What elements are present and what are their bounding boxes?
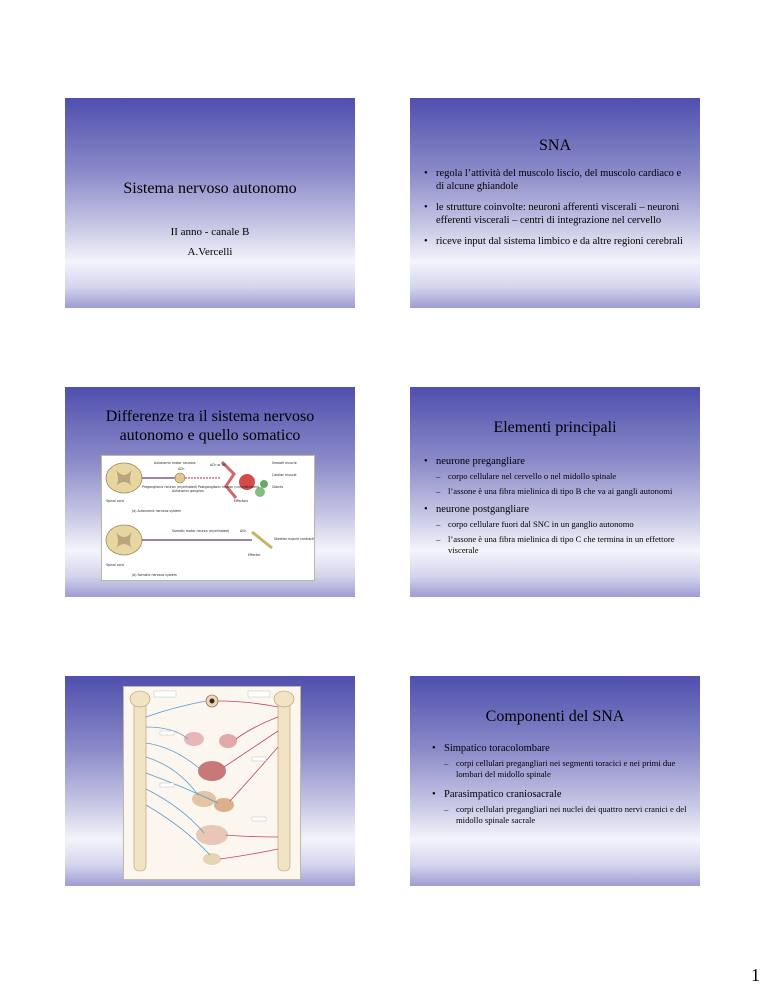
bullet-item [432,742,688,780]
course-line: II anno - canale B [170,226,250,238]
slide-heading: Componenti del SNA [485,708,625,725]
ans-diagram-image [102,456,314,580]
sub-item: – l’assone è una fibra mielinica di tipo C che termina in un effettore viscerale [436,534,692,556]
slide-sna [410,98,700,308]
bullet-text: neurone pregangliare [436,456,525,467]
label-ach-or-ne: ACh or NE [210,463,227,467]
label-skeletal: Skeletal muscle contraction [274,537,314,541]
slide-title [65,98,355,308]
label-ach-2: ACh [240,529,247,533]
ans-anatomy-figure [123,686,301,880]
sub-item: – corpi cellulari pregangliari nei nuclei dei quattro nervi cranici e del midollo spinale sacrale [444,804,688,826]
bullet-item: • le strutture coinvolte: neuroni afferenti viscerali – neuroni efferenti viscerali – centri di integrazione nel cervello [424,201,688,227]
sub-list [436,519,692,556]
slide-ans-anatomy [65,676,355,886]
label-autonomic-motor: Autonomic motor neurons [154,461,196,465]
label-ach-1: ACh [178,467,185,471]
bullet-list [432,742,688,832]
bullet-item: • riceve input dal sistema limbico e da altre regioni cerebrali [424,235,688,248]
label-postganglionic: Postganglionic neuron (unmyelinated) [198,485,259,489]
bullet-item [424,503,692,556]
slide-differenze [65,387,355,597]
anatomy-image [124,687,300,879]
bullet-list [424,167,688,254]
sub-list [436,471,692,497]
caption-a: (a) Autonomic nervous system [132,509,181,513]
slide-elementi [410,387,700,597]
slide-main-title: Sistema nervoso autonomo [123,180,297,197]
caption-b: (b) Somatic nervous system [132,573,177,577]
bullet-item [432,788,688,826]
label-somatic-motor: Somatic motor neuron (myelinated) [172,529,230,533]
bullet-text: Parasimpatico craniosacrale [444,789,562,800]
sub-item: – corpo cellulare nel cervello o nel midollo spinale [436,471,692,482]
label-preganglionic: Preganglionic neuron (myelinated) [142,485,198,489]
ans-vs-somatic-figure [101,455,315,581]
label-glands: Glands [272,485,284,489]
label-autonomic-ganglion: Autonomic ganglion [172,489,204,493]
sub-item: – corpi cellulari pregangliari nei segmenti toracici e nei primi due lombari del midollo spinale [444,758,688,780]
bullet-list [424,455,692,562]
sub-list [444,758,688,780]
slide-heading: Elementi principali [493,419,617,436]
slide-heading: SNA [538,137,571,154]
label-cardiac-muscle: Cardiac muscle [272,473,297,477]
label-spinal-cord: Spinal cord [106,499,124,503]
sub-item: – l’assone è una fibra mielinica di tipo B che va ai gangli autonomi [436,486,692,497]
sub-list [444,804,688,826]
slide-heading: Differenze tra il sistema nervoso autonomo e quello somatico [105,408,315,444]
bullet-item: • regola l’attività del muscolo liscio, del muscolo cardiaco e di alcune ghiandole [424,167,688,193]
label-spinal-cord-2: Spinal cord [106,563,124,567]
page-number: 1 [751,965,760,985]
bullet-item [424,455,692,497]
author-line: A.Vercelli [187,246,233,258]
slide-componenti [410,676,700,886]
sub-item: – corpo cellulare fuori dal SNC in un ganglio autonomo [436,519,692,530]
label-smooth-muscle: Smooth muscle [272,461,297,465]
bullet-text: neurone postgangliare [436,504,530,515]
label-effectors: Effectors [234,499,249,503]
label-effector: Effector [248,553,261,557]
bullet-text: Simpatico toracolombare [444,743,550,754]
